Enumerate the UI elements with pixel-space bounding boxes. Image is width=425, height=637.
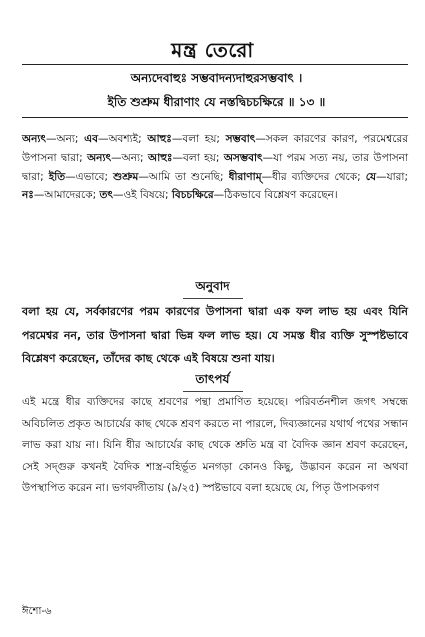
synonym-term: অন্যৎ (22, 133, 47, 145)
synonym-meaning: —অবশ্যই; (97, 133, 148, 145)
synonym-meaning: —বলা হয়; (172, 151, 224, 164)
synonym-meaning: —ওই বিষয়ে; (112, 189, 172, 202)
synonym-meaning: —অন্য; (111, 151, 148, 164)
word-meanings (22, 130, 408, 205)
synonym-meaning: —আমি তা শুনেছি; (138, 170, 229, 183)
synonym-meaning: —সকল কারণের কারণ, পরমেশ্বরের উপাসনা দ্বারা; (22, 133, 408, 164)
synonym-term: এব (84, 133, 98, 145)
synonym-term: নঃ (22, 189, 34, 202)
verse-bottom-rule (22, 117, 408, 118)
synonym-term: আহুঃ (147, 133, 172, 145)
synonym-meaning: —অন্য; (46, 133, 85, 145)
synonym-term: যে (365, 170, 377, 183)
synonym-term: অসম্ভবাৎ (223, 151, 263, 164)
page-title: মন্ত্র তেরো (171, 38, 254, 62)
synonym-term: ধীরাণাম্ (228, 170, 262, 183)
synonym-term: শুশ্রুম (113, 170, 139, 183)
page-footer-signature: ঈশো-৬ (22, 606, 52, 617)
synonym-term: আহুঃ (147, 151, 173, 164)
synonym-meaning: —যারা; (376, 170, 409, 183)
synonym-meaning: —ঠিকভাবে বিশ্লেষণ করেছেন। (213, 189, 338, 202)
verse-line-2: ইতি শুশ্রুম ধীরাণাং যে নস্তদ্বিচচক্ষিরে ॥ ১৩ ॥ (107, 95, 326, 109)
translation-heading: অনুবাদ (195, 279, 230, 293)
verse-top-rule (22, 64, 408, 65)
synonym-term: ইতি (48, 170, 66, 183)
synonym-meaning: —যা পরম সত্য নয়, তার উপাসনা দ্বারা; (22, 151, 408, 183)
translation-text: বলা হয় যে, সর্বকারণের পরম কারণের উপাসনা দ্বারা এক ফল লাভ হয় এবং যিনি পরমেশ্বর নন, তার উপাসনা দ্বারা ভিন্ন ফল লাভ হয়। যে সমস্ত ধীর ব্যক্তি সুস্পষ্টভাবে বিশ্লেষণ করেছেন, তাঁদের কাছ থেকে এই বিষয়ে শুনা যায়। (22, 305, 408, 365)
translation-heading-underline (183, 298, 243, 299)
synonym-term: অন্যৎ (87, 151, 112, 164)
purport-text: এই মন্ত্রে ধীর ব্যক্তিদের কাছে শ্রবণের পন্থা প্রমাণিত হয়েছে। পরিবর্তনশীল জগৎ সম্বন্ধে অবিচলিত প্রকৃত আচার্যের কাছ থেকে শ্রবণ করতে না পারলে, দিব্যজ্ঞানের যথার্থ পথের সন্ধান লাভ করা যায় না। যিনি ধীর আচার্যের কাছ থেকে শ্রুতি মন্ত্র বা বৈদিক জ্ঞান শ্রবণ করেছেন, সেই সদ্গুরু কখনই বৈদিক শাস্ত্র-বহির্ভূত মনগড়া কোনও কিছু, উদ্ভাবন করেন না অথবা উপস্থাপিত করেন না। ভগবদ্গীতায় (৯/২৫) স্পষ্টভাবে বলা হয়েছে যে, পিতৃ উপাসকগণ (22, 396, 408, 495)
purport-heading: তাৎপর্য (195, 372, 230, 386)
synonym-term: বিচচক্ষিরে (171, 189, 214, 202)
synonym-term: সম্ভবাৎ (225, 133, 256, 145)
synonym-term: তৎ (99, 189, 113, 202)
synonym-meaning: —বলা হয়; (171, 133, 226, 145)
synonym-meaning: —আমাদেরকে; (33, 189, 100, 202)
verse-line-1: অন্যদেবাহুঃ সম্ভবাদন্যদাহুরসম্ভবাৎ । (130, 71, 303, 85)
synonym-meaning: —এভাবে; (65, 170, 114, 183)
synonym-meaning: —ধীর ব্যক্তিদের থেকে; (261, 170, 366, 183)
